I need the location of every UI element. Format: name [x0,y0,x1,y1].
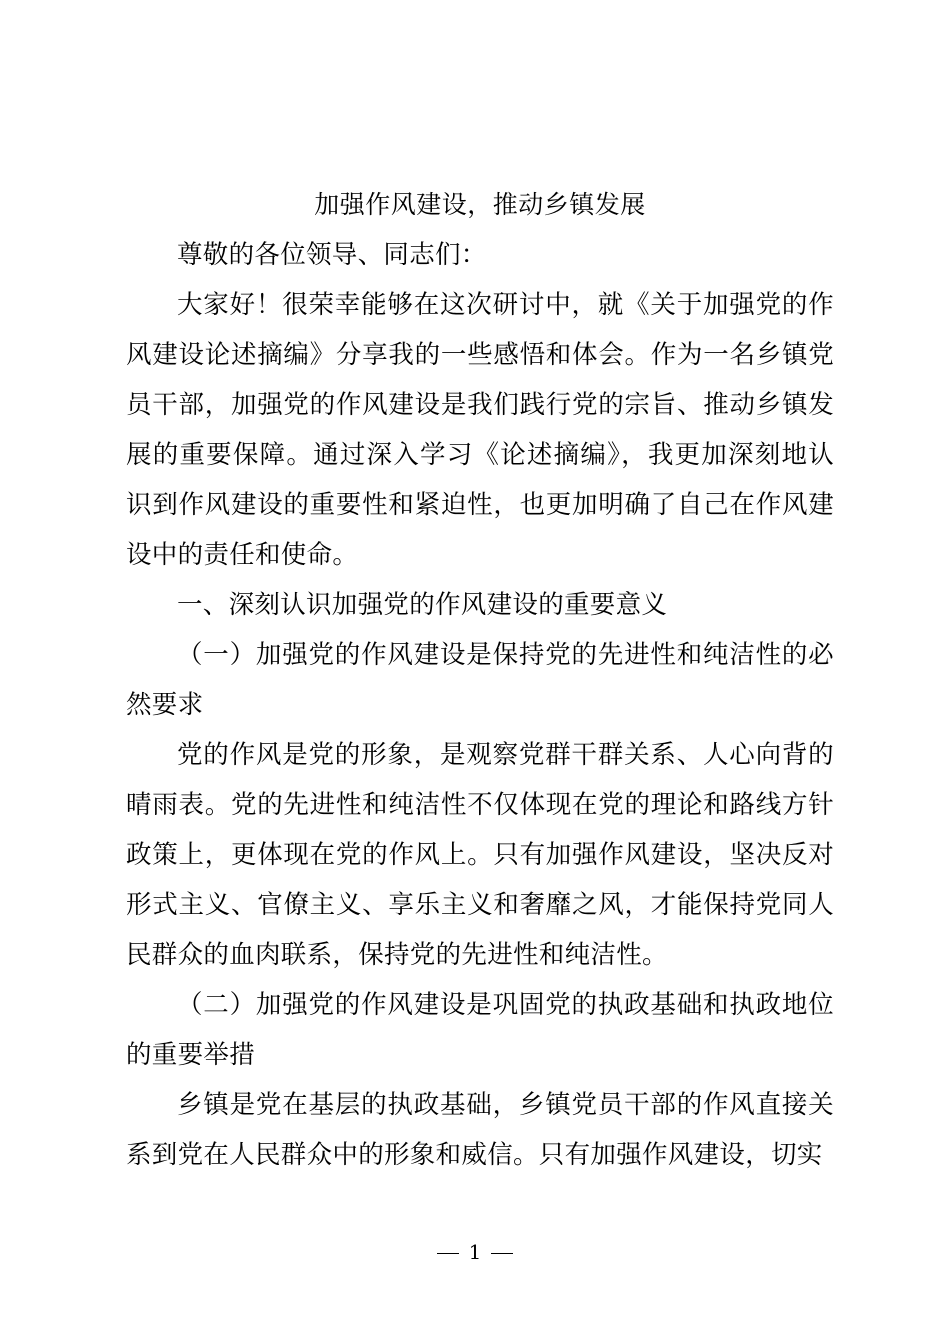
footer-dash-left [437,1253,459,1254]
paragraph-intro: 大家好！很荣幸能够在这次研讨中，就《关于加强党的作风建设论述摘编》分享我的一些感悟和体会。作为一名乡镇党员干部，加强党的作风建设是我们践行党的宗旨、推动乡镇发展的重要保障。通过深入学习《论述摘编》，我更加深刻地认识到作风建设的重要性和紧迫性，也更加明确了自己在作风建设中的责任和使命。 [126,290,834,570]
paragraph-body-2: 乡镇是党在基层的执政基础，乡镇党员干部的作风直接关系到党在人民群众中的形象和威信。只有加强作风建设，切实 [126,1090,834,1170]
paragraph-body-1: 党的作风是党的形象，是观察党群干群关系、人心向背的晴雨表。党的先进性和纯洁性不仅体现在党的理论和路线方针政策上，更体现在党的作风上。只有加强作风建设，坚决反对形式主义、官僚主义、享乐主义和奢靡之风，才能保持党同人民群众的血肉联系，保持党的先进性和纯洁性。 [126,740,834,970]
salutation: 尊敬的各位领导、同志们： [177,240,487,270]
page-number: 1 [468,1240,482,1264]
subsection-heading-2: （二）加强党的作风建设是巩固党的执政基础和执政地位的重要举措 [126,990,834,1070]
footer-dash-right [491,1253,513,1254]
section-heading-1: 一、深刻认识加强党的作风建设的重要意义 [177,590,668,620]
page-footer [0,1238,950,1266]
document-body [126,180,834,1180]
document-title: 加强作风建设，推动乡镇发展 [314,190,646,219]
subsection-heading-1: （一）加强党的作风建设是保持党的先进性和纯洁性的必然要求 [126,640,834,720]
